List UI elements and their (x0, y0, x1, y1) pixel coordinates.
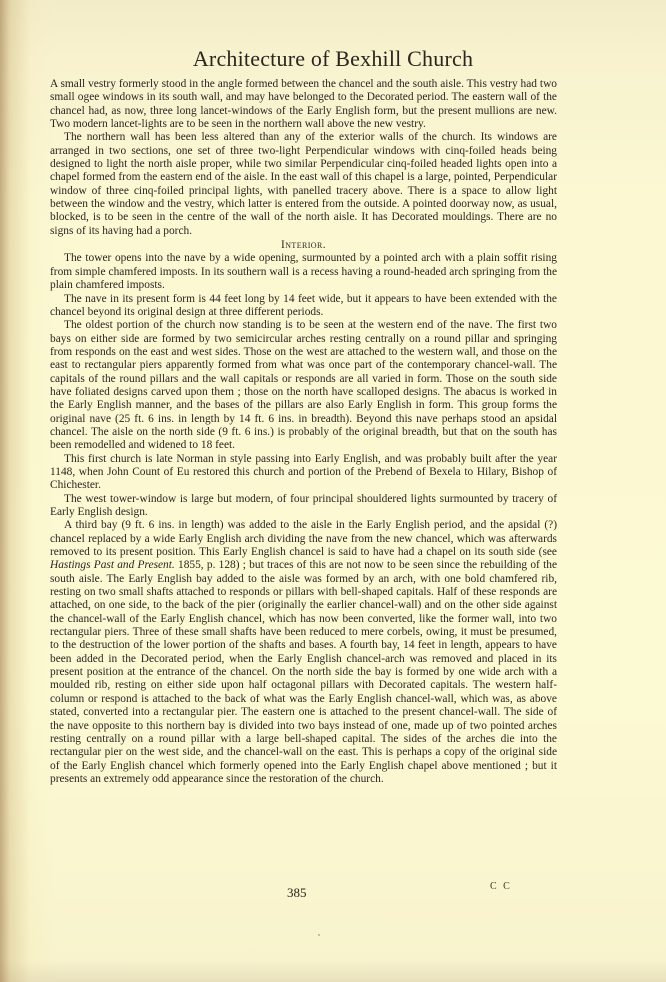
paragraph-west-window: The west tower-window is large but modern, of four principal shouldered lights surmounted by tracery of Early English design. (50, 492, 557, 518)
page-number: 385 (287, 885, 307, 900)
body-text (50, 78, 557, 786)
paragraph-tower: The tower opens into the nave by a wide opening, surmounted by a pointed arch with a plain soffit rising from simple chamfered imposts. In its southern wall is a recess having a round-headed arch springing from the plain chamfered imposts. (50, 252, 557, 292)
section-heading-interior: Interior. (281, 239, 326, 252)
paragraph-third-bay-part2: 1855, p. 128) ; but traces of this are not now to be seen since the rebuilding of the south aisle. The Early English bay added to the aisle was formed by an arch, with one bold chamfered rib, resting on two small shafts attached to responds or pillars with bell-shaped capitals. Half of these responds are attached, on one side, to the back of the pier (originally the earlier chancel-wall) and on the other side against the chancel-wall of the Early English chancel, which has now been converted, like the former wall, into two rectangular piers. Three of these small shafts have been reduced to mere corbels, owing, it must be presumed, to the destruction of the lower portion of the shafts and bases. A fourth bay, 14 feet in length, appears to have been added in the Decorated period, when the Early English chancel-arch was removed and placed in its present position at the entrance of the chancel. On the north side the bay is formed by one wide arch with a moulded rib, resting on either side upon half octagonal pillars with Decorated capitals. The western half-column or respond is attached to the back of what was the Early English chancel-wall, which was, as above stated, converted into a rectangular pier. The eastern one is attached to the present chancel-wall. The side of the nave opposite to this northern bay is divided into two bays instead of one, made up of two pointed arches resting centrally on a round pillar with a large bell-shaped capital. The sides of the arches die into the rectangular pier on the west side, and the chancel-wall on the east. This is perhaps a copy of the original side of the Early English chancel which formerly opened into the Early English chapel above mentioned ; but it presents an extremely odd appearance since the restoration of the church. (50, 559, 557, 785)
paragraph-vestry: A small vestry formerly stood in the angle formed between the chancel and the south aisle. This vestry had two small ogee windows in its south wall, and may have belonged to the Decorated period. The eastern wall of the chancel had, as now, three long lancet-windows of the Early English form, but the present mullions are new. Two modern lancet-lights are to be seen in the northern wall above the new vestry. (50, 78, 557, 131)
page-title: Architecture of Bexhill Church (192, 46, 474, 71)
paper-speck (318, 934, 320, 936)
signature-mark: C C (490, 881, 512, 892)
paragraph-oldest-portion: The oldest portion of the church now standing is to be seen at the western end of the nave. The first two bays on either side are formed by two semicircular arches resting centrally on a round pillar and springing from responds on the east and west sides. Those on the west are attached to the western wall, and those on the east to rectangular piers apparently formed from what was once part of the contemporary chancel-wall. The capitals of the round pillars and the wall capitals or responds are all varied in form. Those on the south side have foliated designs carved upon them ; those on the north have scalloped designs. The abacus is worked in the Early English manner, and the bases of the pillars are also Early English in form. This group forms the original nave (25 ft. 6 ins. in length by 14 ft. 6 ins. in breadth). Beyond this nave perhaps stood an apsidal chancel. The aisle on the north side (9 ft. 6 ins.) is probably of the original breadth, but that on the south has been remodelled and widened to 18 feet. (50, 319, 557, 452)
citation-title: Hastings Past and Present. (50, 559, 175, 572)
paragraph-northern-wall: The northern wall has been less altered than any of the exterior walls of the church. Its windows are arranged in two sections, one set of three two-light Perpendicular windows with cinq-foiled heads being designed to light the north aisle proper, while two similar Perpendicular cinq-foiled headed lights open into a chapel formed from the eastern end of the aisle. In the east wall of this chapel is a large, pointed, Perpendicular window of three cinq-foiled principal lights, with panelled tracery above. There is a space to allow light between the window and the vestry, which latter is entered from the outside. A pointed doorway now, as usual, blocked, is to be seen in the centre of the wall of the north aisle. It has Decorated mouldings. There are no signs of its having had a porch. (50, 131, 557, 237)
paragraph-first-church: This first church is late Norman in style passing into Early English, and was probably built after the year 1148, when John Count of Eu restored this church and portion of the Prebend of Bexela to Hilary, Bishop of Chichester. (50, 452, 557, 492)
paragraph-nave: The nave in its present form is 44 feet long by 14 feet wide, but it appears to have been extended with the chancel beyond its original design at three different periods. (50, 292, 557, 318)
paragraph-third-bay (50, 519, 557, 786)
paragraph-third-bay-part1: A third bay (9 ft. 6 ins. in length) was added to the aisle in the Early English period, and the apsidal (?) chancel replaced by a wide Early English arch dividing the nave from the new chancel, which was afterwards removed to its present position. This Early English chancel is said to have had a chapel on its south side (see (50, 519, 557, 559)
